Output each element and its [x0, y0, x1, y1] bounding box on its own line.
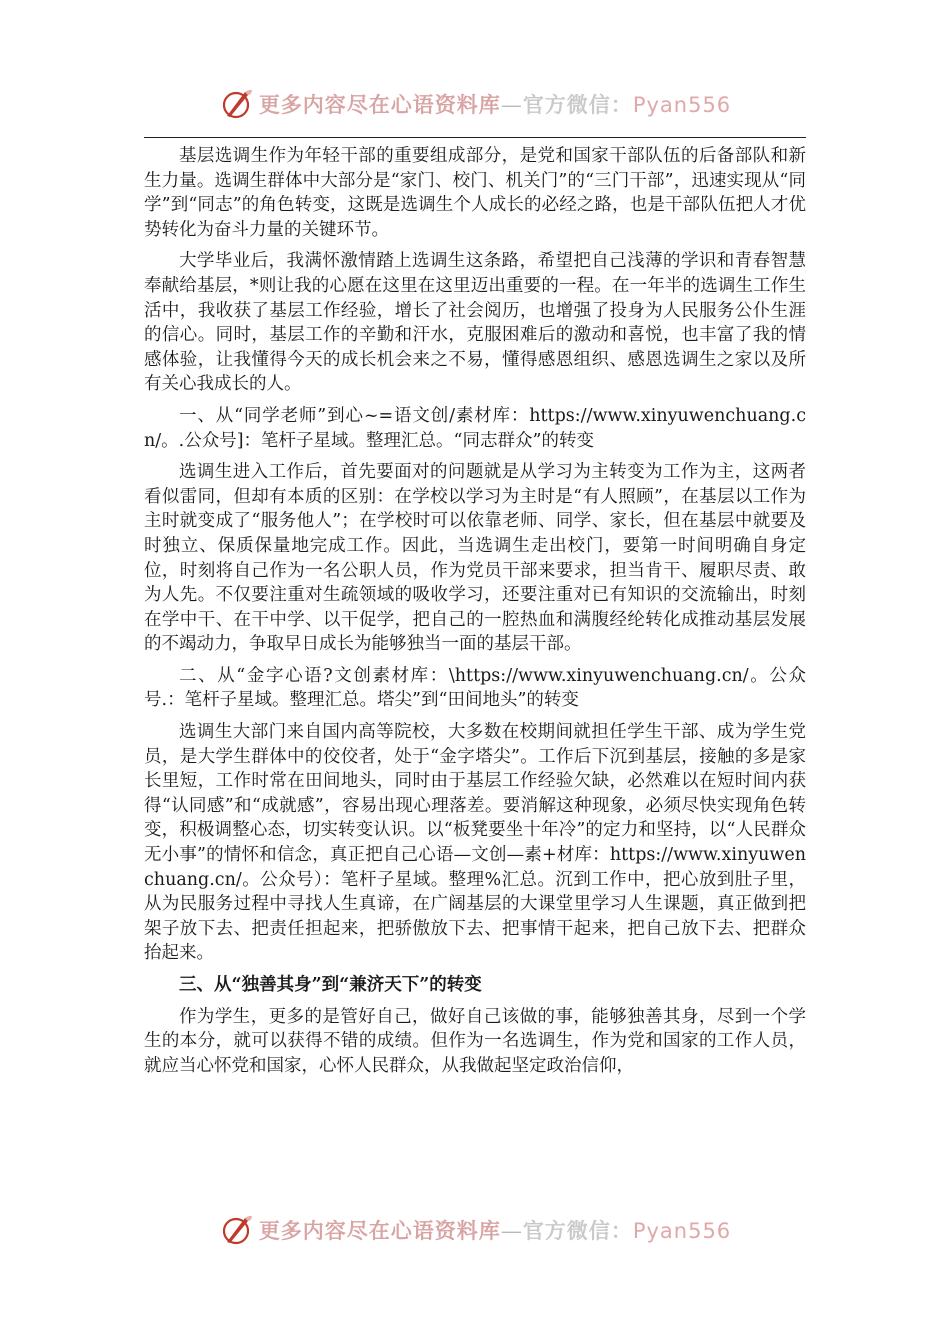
paragraph-section-2: 选调生大部门来自国内高等院校，大多数在校期间就担任学生干部、成为学生党员，是大学生群体中的佼佼者，处于“金字塔尖”。工作后下沉到基层，接触的多是家长里短，工作时常在田间地头，同时由于基层工作经验欠缺，必然难以在短时间内获得“认同感”和“成就感”，容易出现心理落差。要消解这种现象，必须尽快实现角色转变，积极调整心态，切实转变认识。以“板凳要坐十年冷”的定力和坚持，以“人民群众无小事”的情怀和信念，真正把自己心语—文创—素+材库：https://www.xinyuwenchuang.cn/。公众号）：笔杆子星域。整理%汇总。沉到工作中，把心放到肚子里，从为民服务过程中寻找人生真谛，在广阔基层的大课堂里学习人生课题，真正做到把架子放下去、把责任担起来，把骄傲放下去、把事情干起来，把自己放下去、把群众抬起来。	[144, 722, 806, 964]
footer-banner-label: 官方微信：	[522, 1218, 633, 1243]
quill-pen-logo-icon	[219, 86, 255, 122]
banner-brand: 更多内容尽在心语资料库	[258, 92, 501, 117]
banner-text	[259, 89, 731, 119]
footer-banner-text	[259, 1215, 731, 1245]
section-heading-1: 一、从“同学老师”到心~=语文创/素材库：https://www.xinyuwenchuang.cn/。.公众号]：笔杆子星域。整理汇总。“同志群众”的转变	[144, 405, 806, 451]
footer-banner-brand: 更多内容尽在心语资料库	[258, 1218, 501, 1243]
header-banner	[0, 84, 950, 124]
banner-wechat-id: Pyan556	[632, 93, 732, 117]
footer-banner-dash: —	[500, 1219, 523, 1243]
quill-pen-logo-icon	[219, 1212, 255, 1248]
paragraph-section-1: 选调生进入工作后，首先要面对的问题就是从学习为主转变为工作为主，这两者看似雷同，但却有本质的区别：在学校以学习为主时是“有人照顾”，在基层以工作为主时就变成了“服务他人”；在学校时可以依靠老师、同学、家长，但在基层中就要及时独立、保质保量地完成工作。因此，当选调生走出校门，要第一时间明确自身定位，时刻将自己作为一名公职人员，作为党员干部来要求，担当肯干、履职尽责、敢为人先。不仅要注重对生疏领域的吸收学习，还要注重对已有知识的交流输出，时刻在学中干、在干中学、以干促学，把自己的一腔热血和满腹经纶转化成推动基层发展的不竭动力，争取早日成长为能够独当一面的基层干部。	[144, 462, 806, 655]
paragraph-section-3: 作为学生，更多的是管好自己，做好自己该做的事，能够独善其身，尽到一个学生的本分，就可以获得不错的成绩。但作为一名选调生，作为党和国家的工作人员，就应当心怀党和国家，心怀人民群众，从我做起坚定政治信仰，	[144, 1006, 806, 1076]
footer-banner	[0, 1210, 950, 1250]
footer-banner-wechat-id: Pyan556	[632, 1219, 732, 1243]
section-heading-2: 二、从“金字心语?文创素材库：\https://www.xinyuwenchuang.cn/。公众号.：笔杆子星域。整理汇总。塔尖”到“田间地头”的转变	[144, 665, 806, 711]
banner-label: 官方微信：	[522, 92, 633, 117]
paragraph-graduation: 大学毕业后，我满怀激情踏上选调生这条路，希望把自己浅薄的学识和青春智慧奉献给基层，*则让我的心愿在这里在这里迈出重要的一程。在一年半的选调生工作生活中，我收获了基层工作经验，增长了社会阅历，也增强了投身为人民服务公仆生涯的信心。同时，基层工作的辛勤和汗水，克服困难后的激动和喜悦，也丰富了我的情感体验，让我懂得今天的成长机会来之不易，懂得感恩组织、感恩选调生之家以及所有关心我成长的人。	[144, 251, 806, 395]
header-divider	[144, 137, 806, 138]
section-heading-3: 三、从“独善其身”到“兼济天下”的转变	[179, 975, 482, 995]
document-body	[144, 144, 806, 1085]
banner-dash: —	[500, 93, 523, 117]
paragraph-intro: 基层选调生作为年轻干部的重要组成部分，是党和国家干部队伍的后备部队和新生力量。选调生群体中大部分是“家门、校门、机关门”的“三门干部”，迅速实现从“同学”到“同志”的角色转变，这既是选调生个人成长的必经之路，也是干部队伍把人才优势转化为奋斗力量的关键环节。	[144, 146, 806, 240]
